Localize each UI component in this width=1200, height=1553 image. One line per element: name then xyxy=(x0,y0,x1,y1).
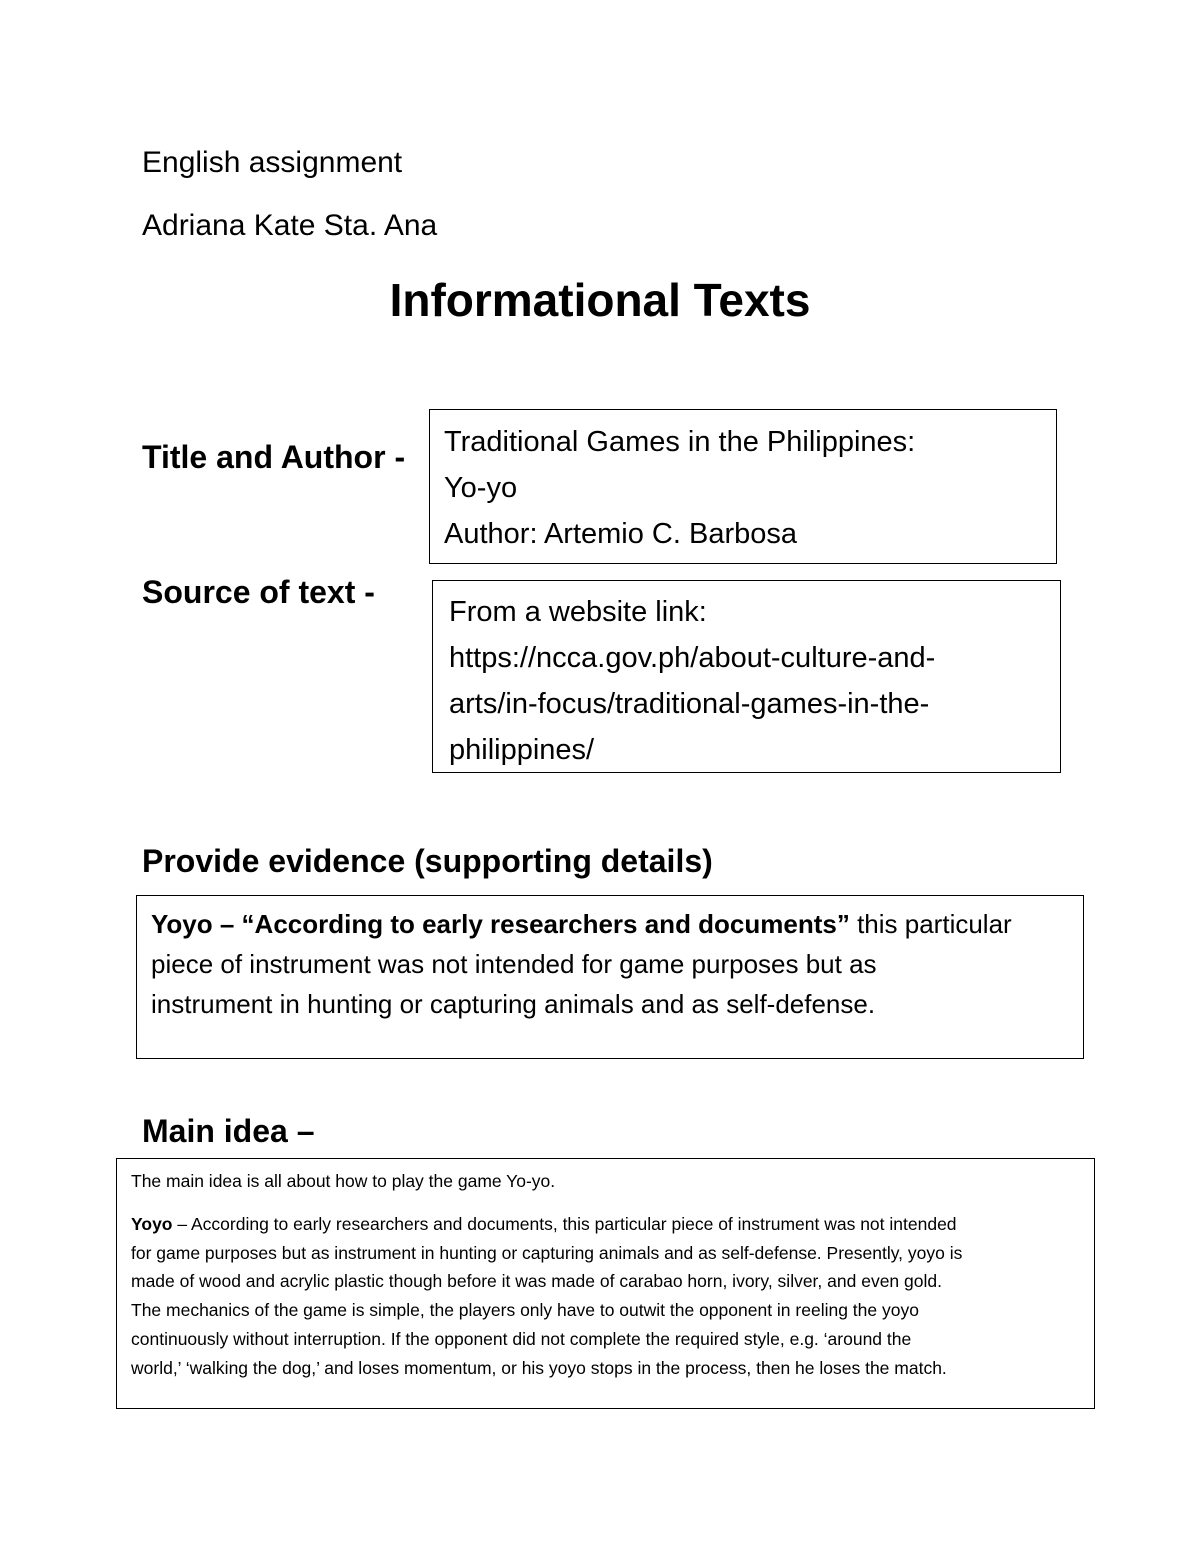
source-link-line: https://ncca.gov.ph/about-culture-and- xyxy=(449,642,936,674)
evidence-line: instrument in hunting or capturing animals and as self-defense. xyxy=(151,989,876,1019)
main-idea-line: continuously without interruption. If the opponent did not complete the required style, e.g. ‘around the xyxy=(131,1328,912,1349)
student-name: Adriana Kate Sta. Ana xyxy=(142,209,438,242)
main-idea-line-rest: – According to early researchers and documents, this particular piece of instrument was not intended xyxy=(172,1213,957,1234)
title-author-line: Author: Artemio C. Barbosa xyxy=(444,518,797,550)
main-idea-line: made of wood and acrylic plastic though before it was made of carabao horn, ivory, silver, and even gold. xyxy=(131,1271,942,1292)
source-link-line: philippines/ xyxy=(449,734,595,766)
source-box xyxy=(432,580,1061,773)
source-text xyxy=(449,589,935,773)
evidence-label: Provide evidence (supporting details) xyxy=(142,843,713,879)
main-idea-intro: The main idea is all about how to play the game Yo-yo. xyxy=(131,1171,556,1191)
title-author-box xyxy=(429,409,1057,564)
title-author-line: Yo-yo xyxy=(444,472,518,504)
main-idea-line: for game purposes but as instrument in hunting or capturing animals and as self-defense. Presently, yoyo is xyxy=(131,1242,963,1263)
title-author-line: Traditional Games in the Philippines: xyxy=(444,426,916,458)
main-idea-text xyxy=(131,1167,962,1383)
evidence-line xyxy=(151,904,1012,944)
main-idea-box xyxy=(116,1158,1095,1409)
main-idea-line: world,’ ‘walking the dog,’ and loses momentum, or his yoyo stops in the process, then he loses the match. xyxy=(131,1357,947,1378)
main-idea-label: Main idea – xyxy=(142,1113,315,1149)
evidence-line-rest: this particular xyxy=(849,909,1012,939)
evidence-bold-lead: Yoyo – “According to early researchers and documents” xyxy=(151,909,850,939)
source-link-line: arts/in-focus/traditional-games-in-the- xyxy=(449,688,930,720)
title-author-label: Title and Author - xyxy=(142,439,406,475)
source-line: From a website link: xyxy=(449,596,707,628)
title-author-text xyxy=(444,419,915,557)
evidence-line: piece of instrument was not intended for game purposes but as xyxy=(151,949,877,979)
main-idea-line: The mechanics of the game is simple, the players only have to outwit the opponent in reeling the yoyo xyxy=(131,1300,919,1321)
evidence-text xyxy=(151,904,1012,1024)
assignment-line: English assignment xyxy=(142,146,403,179)
source-label: Source of text - xyxy=(142,574,375,610)
evidence-box xyxy=(136,895,1084,1059)
document-title: Informational Texts xyxy=(389,274,811,326)
main-idea-line xyxy=(131,1210,962,1239)
main-idea-bold-lead: Yoyo xyxy=(131,1213,173,1234)
